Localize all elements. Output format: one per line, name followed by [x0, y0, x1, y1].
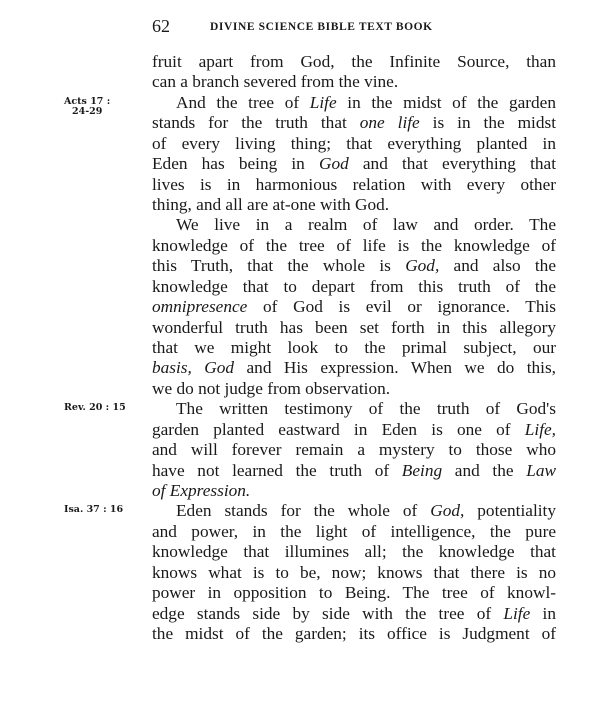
text-segment: that we might look to the primal subject, our [152, 338, 556, 358]
reference-line: Isa. 37 : 16 [64, 504, 124, 516]
italic-text: Law [526, 460, 556, 480]
page-number: 62 [152, 16, 170, 36]
scripture-reference [64, 505, 126, 515]
reference-line: Rev. 20 : 15 [64, 402, 126, 414]
text-line [152, 624, 556, 644]
reference-line: 24-29 [72, 105, 103, 117]
text-segment: and the [442, 460, 527, 480]
italic-text: God, [430, 501, 465, 521]
text-segment: in [530, 603, 556, 623]
text-line [152, 501, 556, 521]
text-segment: this Truth, that the whole is [152, 256, 406, 276]
text-segment: lives is in harmonious relation with every other [152, 174, 556, 194]
text-segment: and power, in the light of intelligence, the pure [152, 521, 556, 541]
text-segment: edge stands side by side with the tree of [152, 603, 504, 623]
italic-text: one life [359, 113, 420, 133]
text-line [152, 256, 556, 276]
text-segment: of God is evil or ignorance. This [247, 297, 556, 317]
text-segment: of every living thing; that everything planted in [152, 133, 556, 153]
running-title: DIVINE SCIENCE BIBLE TEXT BOOK [210, 21, 433, 33]
text-segment: knowledge that to depart from this truth of the [152, 276, 556, 296]
text-segment: and will forever remain a mystery to those who [152, 440, 556, 460]
text-line [152, 134, 556, 154]
text-segment: knowledge of the tree of life is the knowledge of [152, 235, 556, 255]
italic-text: Life [309, 92, 337, 112]
text-segment: garden planted eastward in Eden is one of [152, 419, 525, 439]
text-segment: knows what is to be, now; knows that there is no [152, 562, 556, 582]
text-line [152, 297, 556, 317]
scripture-reference [64, 403, 126, 413]
italic-text: God [318, 154, 349, 174]
text-segment: and His expression. When we do this, [234, 358, 556, 378]
text-segment: power in opposition to Being. The tree of knowl- [152, 583, 556, 603]
text-line [152, 481, 556, 501]
italic-text: of Expression. [152, 481, 251, 501]
text-segment: potentiality [464, 501, 556, 521]
text-segment: We live in a realm of law and order. The [176, 215, 556, 235]
text-line [152, 52, 556, 72]
text-segment: Eden stands for the whole of [176, 501, 431, 521]
text-line [152, 93, 556, 113]
text-segment: is in the midst [419, 113, 557, 133]
text-segment: wonderful truth has been set forth in this allegory [152, 317, 556, 337]
italic-text: Life, [524, 419, 556, 439]
text-line [152, 522, 556, 542]
italic-text: Being [401, 460, 443, 480]
text-line [152, 236, 556, 256]
text-segment: The written testimony of the truth of God's [176, 399, 556, 419]
text-segment: stands for the truth that [152, 113, 360, 133]
text-line [152, 358, 556, 378]
text-segment: the midst of the garden; its office is Judgment of [152, 624, 556, 644]
text-line [152, 154, 556, 174]
text-line [152, 542, 556, 562]
text-segment: thing, and all are at-one with God. [152, 195, 390, 214]
text-line [152, 72, 556, 92]
text-line [152, 277, 556, 297]
scripture-reference [64, 97, 126, 117]
italic-text: basis, God [152, 358, 235, 378]
text-segment: we do not judge from observation. [152, 378, 391, 398]
text-line [152, 604, 556, 624]
text-line [152, 113, 556, 133]
reference-line: Acts 17 : [64, 95, 111, 107]
text-segment: fruit apart from God, the Infinite Source, than [152, 52, 556, 71]
text-line [152, 440, 556, 460]
text-line [152, 195, 556, 215]
text-segment: and that everything that [348, 154, 556, 174]
text-line [152, 420, 556, 440]
text-line [152, 563, 556, 583]
italic-text: God, [405, 256, 440, 276]
text-segment: in the midst of the garden [336, 92, 556, 112]
text-line [152, 175, 556, 195]
text-line [152, 583, 556, 603]
text-segment: have not learned the truth of [152, 460, 402, 480]
text-line [152, 379, 556, 399]
italic-text: omnipresence [152, 297, 248, 317]
text-line [152, 318, 556, 338]
text-segment: Eden has being in [152, 154, 319, 174]
text-segment: and also the [439, 256, 556, 276]
text-line [152, 461, 556, 481]
text-segment: can a branch severed from the vine. [152, 72, 399, 92]
text-segment: And the tree of [176, 92, 310, 112]
text-line [152, 399, 556, 419]
text-line [152, 215, 556, 235]
text-segment: knowledge that illumines all; the knowledge that [152, 542, 556, 562]
text-line [152, 338, 556, 358]
italic-text: Life [503, 603, 531, 623]
